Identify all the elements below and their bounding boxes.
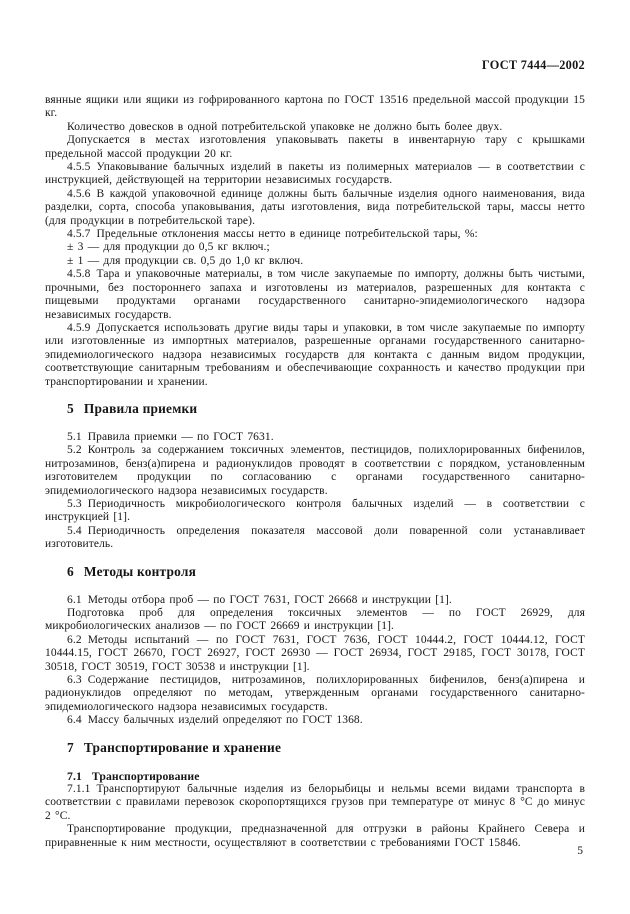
section-number: 7.1	[67, 769, 82, 783]
clause-number: 5.3	[67, 497, 82, 510]
paragraph	[45, 188, 585, 228]
clause-number: 4.5.9	[67, 321, 91, 334]
paragraph-text: Контроль за содержанием токсичных элементов, пестицидов, полихлорированных бифенилов, нитрозаминов, бенз(а)пирена и радионуклидов проводят в соответствии с порядком, установленным изготовителем продукции по согласованию с органами государственного санитарно-эпидемиологического надзора независимых государств.	[45, 444, 585, 497]
paragraph-text: вянные ящики или ящики из гофрированного картона по ГОСТ 13516 предельной массой продукции 15 кг.	[45, 94, 585, 120]
paragraph-text: Предельные отклонения массы нетто в единице потребительской тары, %:	[96, 228, 478, 241]
paragraph	[45, 525, 585, 552]
paragraph	[45, 714, 585, 727]
paragraph	[45, 121, 585, 134]
clause-number: 4.5.5	[67, 161, 91, 174]
page-number: 5	[577, 845, 583, 857]
paragraph	[45, 823, 585, 850]
running-head: ГОСТ 7444—2002	[481, 58, 585, 72]
section-title: Методы контроля	[83, 563, 197, 579]
paragraph-text: ± 3 — для продукции до 0,5 кг включ.;	[67, 241, 270, 254]
paragraph-text: Допускается использовать другие виды тары и упаковки, в том числе закупаемые по импорту или изготовленные из импортных материалов, разрешенные органами государственного санитарно-эпидемиологического надзора независимых государств для контакта с данным видом продукции, соответствующие санитарным требованиям и обеспечивающие сохранность и качество продукции при транспортировании и хранении.	[45, 321, 585, 388]
clause-number: 4.5.6	[67, 187, 91, 200]
section-number: 6	[67, 563, 74, 579]
paragraph	[45, 322, 585, 389]
section-heading	[45, 740, 585, 756]
section-title: Транспортирование и хранение	[83, 739, 282, 755]
clause-number: 7.1.1	[67, 783, 91, 796]
paragraph-text: Периодичность определения показателя массовой доли поваренной соли устанавливает изготовитель.	[45, 524, 585, 551]
paragraph-text: В каждой упаковочной единице должны быть балычные изделия одного наименования, вида разделки, сорта, способа упаковывания, даты изготовления, вида потребительской тары, массы нетто (для продукции в потребительской таре).	[45, 187, 585, 227]
paragraph-text: Количество довесков в одной потребительской упаковке не должно быть более двух.	[67, 120, 503, 133]
section-heading	[45, 564, 585, 580]
document-body	[45, 94, 585, 850]
paragraph	[45, 241, 585, 254]
clause-number: 6.2	[67, 633, 82, 646]
paragraph-text: Периодичность микробиологического контроля балычных изделий — в соответствии с инструкцией [1].	[45, 497, 585, 524]
paragraph	[45, 634, 585, 674]
paragraph-text: Тара и упаковочные материалы, в том числе закупаемые по импорту, должны быть чистыми, прочными, без постороннего запаха и изготовлены из материалов, разрешенных для контакта с пищевыми продуктами органами государственного санитарно-эпидемиологического надзора независимых государств.	[45, 268, 585, 321]
paragraph-text: Содержание пестицидов, нитрозаминов, полихлорированных бифенилов, бенз(а)пирена и радионуклидов определяют по методам, утвержденным органами государственного санитарно-эпидемиологического надзора независимых государств.	[45, 674, 585, 713]
paragraph	[45, 783, 585, 823]
paragraph-text: Подготовка проб для определения токсичных элементов — по ГОСТ 26929, для микробиологических анализов — по ГОСТ 26669 и инструкции [1].	[45, 607, 585, 633]
paragraph-text: Допускается в местах изготовления упаковывать пакеты в инвентарную тару с крышками предельной массой продукции 20 кг.	[45, 134, 585, 160]
section-heading	[45, 401, 585, 417]
paragraph	[45, 607, 585, 634]
subsection-heading	[45, 770, 585, 783]
clause-number: 6.4	[67, 714, 82, 727]
paragraph	[45, 498, 585, 525]
paragraph-text: Упаковывание балычных изделий в пакеты из полимерных материалов — в соответствии с инструкцией, действующей на территории независимых государств.	[45, 161, 585, 187]
section-number: 5	[67, 400, 74, 416]
paragraph	[45, 431, 585, 444]
page-content	[45, 58, 585, 850]
paragraph	[45, 161, 585, 188]
clause-number: 5.1	[67, 430, 82, 443]
paragraph	[45, 674, 585, 714]
clause-number: 4.5.8	[67, 268, 91, 281]
section-title: Правила приемки	[83, 400, 198, 416]
paragraph	[45, 94, 585, 121]
paragraph-text: Методы отбора проб — по ГОСТ 7631, ГОСТ 26668 и инструкции [1].	[87, 593, 452, 606]
paragraph-text: Методы испытаний — по ГОСТ 7631, ГОСТ 7636, ГОСТ 10444.2, ГОСТ 10444.12, ГОСТ 10444.15, ГОСТ 26670, ГОСТ 26927, ГОСТ 26930 — ГОСТ 26934, ГОСТ 29185, ГОСТ 30178, ГОСТ 30518, ГОСТ 30519, ГОСТ 30538 и инструкции [1].	[45, 633, 585, 673]
clause-number: 6.3	[67, 674, 82, 687]
clause-number: 6.1	[67, 593, 82, 606]
paragraph-text: ± 1 — для продукции св. 0,5 до 1,0 кг включ.	[67, 254, 304, 267]
paragraph-text: Массу балычных изделий определяют по ГОСТ 1368.	[87, 714, 363, 727]
clause-number: 5.4	[67, 524, 82, 537]
paragraph-text: Правила приемки — по ГОСТ 7631.	[87, 430, 274, 443]
paragraph	[45, 268, 585, 322]
clause-number: 5.2	[67, 444, 82, 457]
section-title: Транспортирование	[91, 769, 200, 783]
paragraph	[45, 444, 585, 498]
paragraph-text: Транспортируют балычные изделия из белорыбицы и нельмы всеми видами транспорта в соответствии с правилами перевозок скоропортящихся грузов при температуре от минус 8 °С до минус 2 °С.	[45, 783, 585, 822]
paragraph	[45, 134, 585, 161]
section-number: 7	[67, 739, 74, 755]
paragraph	[45, 594, 585, 607]
paragraph-text: Транспортирование продукции, предназначенной для отгрузки в районы Крайнего Севера и приравненные к ним местности, осуществляют в соответствии с требованиями ГОСТ 15846.	[45, 823, 585, 849]
paragraph	[45, 255, 585, 268]
clause-number: 4.5.7	[67, 228, 91, 241]
paragraph	[45, 228, 585, 241]
